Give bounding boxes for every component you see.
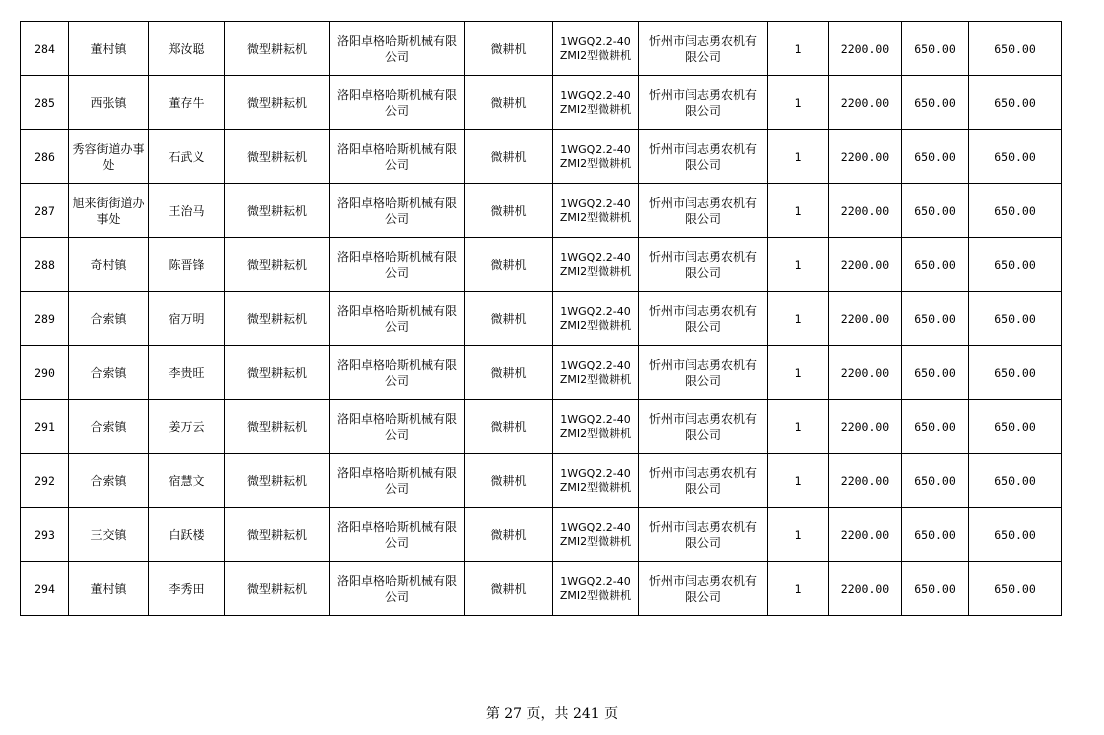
total-subsidy-cell: 650.00 bbox=[969, 454, 1062, 508]
sale-price-cell: 2200.00 bbox=[829, 238, 902, 292]
purchaser-name-cell: 董存牛 bbox=[149, 76, 225, 130]
machine-item-cell: 微耕机 bbox=[465, 508, 553, 562]
row-number-cell: 285 bbox=[21, 76, 69, 130]
manufacturer-cell: 洛阳卓格哈斯机械有限公司 bbox=[330, 130, 465, 184]
machine-category-cell: 微型耕耘机 bbox=[225, 454, 330, 508]
row-number-cell: 292 bbox=[21, 454, 69, 508]
table-row bbox=[21, 238, 1062, 292]
table-row bbox=[21, 22, 1062, 76]
row-number-cell: 294 bbox=[21, 562, 69, 616]
quantity-cell: 1 bbox=[768, 454, 829, 508]
manufacturer-cell: 洛阳卓格哈斯机械有限公司 bbox=[330, 22, 465, 76]
town-cell: 合索镇 bbox=[69, 400, 149, 454]
table-row bbox=[21, 400, 1062, 454]
subsidy-amount-cell: 650.00 bbox=[902, 454, 969, 508]
total-subsidy-cell: 650.00 bbox=[969, 22, 1062, 76]
subsidy-amount-cell: 650.00 bbox=[902, 400, 969, 454]
manufacturer-cell: 洛阳卓格哈斯机械有限公司 bbox=[330, 400, 465, 454]
machine-item-cell: 微耕机 bbox=[465, 76, 553, 130]
machine-category-cell: 微型耕耘机 bbox=[225, 76, 330, 130]
dealer-cell: 忻州市闫志勇农机有限公司 bbox=[639, 184, 768, 238]
machine-category-cell: 微型耕耘机 bbox=[225, 130, 330, 184]
sale-price-cell: 2200.00 bbox=[829, 400, 902, 454]
row-number-cell: 287 bbox=[21, 184, 69, 238]
table-row bbox=[21, 76, 1062, 130]
subsidy-amount-cell: 650.00 bbox=[902, 130, 969, 184]
total-subsidy-cell: 650.00 bbox=[969, 292, 1062, 346]
table-row bbox=[21, 184, 1062, 238]
manufacturer-cell: 洛阳卓格哈斯机械有限公司 bbox=[330, 292, 465, 346]
row-number-cell: 284 bbox=[21, 22, 69, 76]
row-number-cell: 286 bbox=[21, 130, 69, 184]
subsidy-amount-cell: 650.00 bbox=[902, 346, 969, 400]
machine-item-cell: 微耕机 bbox=[465, 130, 553, 184]
subsidy-table bbox=[20, 21, 1062, 616]
table-row bbox=[21, 562, 1062, 616]
quantity-cell: 1 bbox=[768, 22, 829, 76]
machine-model-cell: 1WGQ2.2-40ZMI2型微耕机 bbox=[553, 400, 639, 454]
page-number: 第 27 页，共 241 页 bbox=[485, 706, 619, 722]
dealer-cell: 忻州市闫志勇农机有限公司 bbox=[639, 562, 768, 616]
subsidy-table-container bbox=[20, 21, 1062, 616]
manufacturer-cell: 洛阳卓格哈斯机械有限公司 bbox=[330, 562, 465, 616]
machine-category-cell: 微型耕耘机 bbox=[225, 238, 330, 292]
dealer-cell: 忻州市闫志勇农机有限公司 bbox=[639, 346, 768, 400]
town-cell: 合索镇 bbox=[69, 346, 149, 400]
dealer-cell: 忻州市闫志勇农机有限公司 bbox=[639, 454, 768, 508]
subsidy-amount-cell: 650.00 bbox=[902, 508, 969, 562]
subsidy-amount-cell: 650.00 bbox=[902, 22, 969, 76]
machine-model-cell: 1WGQ2.2-40ZMI2型微耕机 bbox=[553, 76, 639, 130]
sale-price-cell: 2200.00 bbox=[829, 346, 902, 400]
machine-model-cell: 1WGQ2.2-40ZMI2型微耕机 bbox=[553, 346, 639, 400]
total-subsidy-cell: 650.00 bbox=[969, 400, 1062, 454]
row-number-cell: 291 bbox=[21, 400, 69, 454]
purchaser-name-cell: 石武义 bbox=[149, 130, 225, 184]
machine-model-cell: 1WGQ2.2-40ZMI2型微耕机 bbox=[553, 184, 639, 238]
table-row bbox=[21, 346, 1062, 400]
machine-category-cell: 微型耕耘机 bbox=[225, 22, 330, 76]
machine-model-cell: 1WGQ2.2-40ZMI2型微耕机 bbox=[553, 292, 639, 346]
purchaser-name-cell: 宿慧文 bbox=[149, 454, 225, 508]
subsidy-amount-cell: 650.00 bbox=[902, 76, 969, 130]
table-row bbox=[21, 130, 1062, 184]
machine-category-cell: 微型耕耘机 bbox=[225, 346, 330, 400]
total-subsidy-cell: 650.00 bbox=[969, 238, 1062, 292]
subsidy-amount-cell: 650.00 bbox=[902, 562, 969, 616]
town-cell: 奇村镇 bbox=[69, 238, 149, 292]
dealer-cell: 忻州市闫志勇农机有限公司 bbox=[639, 292, 768, 346]
quantity-cell: 1 bbox=[768, 130, 829, 184]
sale-price-cell: 2200.00 bbox=[829, 562, 902, 616]
sale-price-cell: 2200.00 bbox=[829, 184, 902, 238]
row-number-cell: 288 bbox=[21, 238, 69, 292]
manufacturer-cell: 洛阳卓格哈斯机械有限公司 bbox=[330, 76, 465, 130]
town-cell: 董村镇 bbox=[69, 562, 149, 616]
dealer-cell: 忻州市闫志勇农机有限公司 bbox=[639, 76, 768, 130]
machine-category-cell: 微型耕耘机 bbox=[225, 184, 330, 238]
sale-price-cell: 2200.00 bbox=[829, 508, 902, 562]
machine-item-cell: 微耕机 bbox=[465, 292, 553, 346]
purchaser-name-cell: 王治马 bbox=[149, 184, 225, 238]
machine-item-cell: 微耕机 bbox=[465, 184, 553, 238]
dealer-cell: 忻州市闫志勇农机有限公司 bbox=[639, 130, 768, 184]
quantity-cell: 1 bbox=[768, 76, 829, 130]
sale-price-cell: 2200.00 bbox=[829, 22, 902, 76]
machine-item-cell: 微耕机 bbox=[465, 400, 553, 454]
table-row bbox=[21, 454, 1062, 508]
table-body bbox=[21, 22, 1062, 616]
machine-item-cell: 微耕机 bbox=[465, 562, 553, 616]
quantity-cell: 1 bbox=[768, 184, 829, 238]
machine-item-cell: 微耕机 bbox=[465, 346, 553, 400]
purchaser-name-cell: 姜万云 bbox=[149, 400, 225, 454]
table-row bbox=[21, 508, 1062, 562]
row-number-cell: 293 bbox=[21, 508, 69, 562]
town-cell: 三交镇 bbox=[69, 508, 149, 562]
machine-model-cell: 1WGQ2.2-40ZMI2型微耕机 bbox=[553, 22, 639, 76]
total-subsidy-cell: 650.00 bbox=[969, 346, 1062, 400]
sale-price-cell: 2200.00 bbox=[829, 76, 902, 130]
manufacturer-cell: 洛阳卓格哈斯机械有限公司 bbox=[330, 454, 465, 508]
quantity-cell: 1 bbox=[768, 346, 829, 400]
machine-category-cell: 微型耕耘机 bbox=[225, 292, 330, 346]
total-subsidy-cell: 650.00 bbox=[969, 184, 1062, 238]
machine-item-cell: 微耕机 bbox=[465, 238, 553, 292]
total-subsidy-cell: 650.00 bbox=[969, 562, 1062, 616]
manufacturer-cell: 洛阳卓格哈斯机械有限公司 bbox=[330, 346, 465, 400]
purchaser-name-cell: 李秀田 bbox=[149, 562, 225, 616]
dealer-cell: 忻州市闫志勇农机有限公司 bbox=[639, 400, 768, 454]
town-cell: 合索镇 bbox=[69, 292, 149, 346]
sale-price-cell: 2200.00 bbox=[829, 454, 902, 508]
subsidy-amount-cell: 650.00 bbox=[902, 292, 969, 346]
purchaser-name-cell: 陈晋锋 bbox=[149, 238, 225, 292]
town-cell: 董村镇 bbox=[69, 22, 149, 76]
machine-category-cell: 微型耕耘机 bbox=[225, 400, 330, 454]
table-row bbox=[21, 292, 1062, 346]
machine-item-cell: 微耕机 bbox=[465, 22, 553, 76]
town-cell: 旭来街街道办事处 bbox=[69, 184, 149, 238]
machine-item-cell: 微耕机 bbox=[465, 454, 553, 508]
machine-model-cell: 1WGQ2.2-40ZMI2型微耕机 bbox=[553, 508, 639, 562]
quantity-cell: 1 bbox=[768, 508, 829, 562]
dealer-cell: 忻州市闫志勇农机有限公司 bbox=[639, 508, 768, 562]
subsidy-amount-cell: 650.00 bbox=[902, 184, 969, 238]
quantity-cell: 1 bbox=[768, 238, 829, 292]
manufacturer-cell: 洛阳卓格哈斯机械有限公司 bbox=[330, 508, 465, 562]
quantity-cell: 1 bbox=[768, 562, 829, 616]
machine-category-cell: 微型耕耘机 bbox=[225, 562, 330, 616]
manufacturer-cell: 洛阳卓格哈斯机械有限公司 bbox=[330, 238, 465, 292]
sale-price-cell: 2200.00 bbox=[829, 292, 902, 346]
dealer-cell: 忻州市闫志勇农机有限公司 bbox=[639, 22, 768, 76]
machine-model-cell: 1WGQ2.2-40ZMI2型微耕机 bbox=[553, 562, 639, 616]
dealer-cell: 忻州市闫志勇农机有限公司 bbox=[639, 238, 768, 292]
machine-category-cell: 微型耕耘机 bbox=[225, 508, 330, 562]
total-subsidy-cell: 650.00 bbox=[969, 130, 1062, 184]
machine-model-cell: 1WGQ2.2-40ZMI2型微耕机 bbox=[553, 238, 639, 292]
town-cell: 秀容街道办事处 bbox=[69, 130, 149, 184]
sale-price-cell: 2200.00 bbox=[829, 130, 902, 184]
quantity-cell: 1 bbox=[768, 400, 829, 454]
machine-model-cell: 1WGQ2.2-40ZMI2型微耕机 bbox=[553, 454, 639, 508]
total-subsidy-cell: 650.00 bbox=[969, 508, 1062, 562]
manufacturer-cell: 洛阳卓格哈斯机械有限公司 bbox=[330, 184, 465, 238]
machine-model-cell: 1WGQ2.2-40ZMI2型微耕机 bbox=[553, 130, 639, 184]
town-cell: 西张镇 bbox=[69, 76, 149, 130]
row-number-cell: 289 bbox=[21, 292, 69, 346]
purchaser-name-cell: 宿万明 bbox=[149, 292, 225, 346]
subsidy-amount-cell: 650.00 bbox=[902, 238, 969, 292]
purchaser-name-cell: 郑汝聪 bbox=[149, 22, 225, 76]
quantity-cell: 1 bbox=[768, 292, 829, 346]
purchaser-name-cell: 李贵旺 bbox=[149, 346, 225, 400]
purchaser-name-cell: 白跃楼 bbox=[149, 508, 225, 562]
row-number-cell: 290 bbox=[21, 346, 69, 400]
town-cell: 合索镇 bbox=[69, 454, 149, 508]
total-subsidy-cell: 650.00 bbox=[969, 76, 1062, 130]
